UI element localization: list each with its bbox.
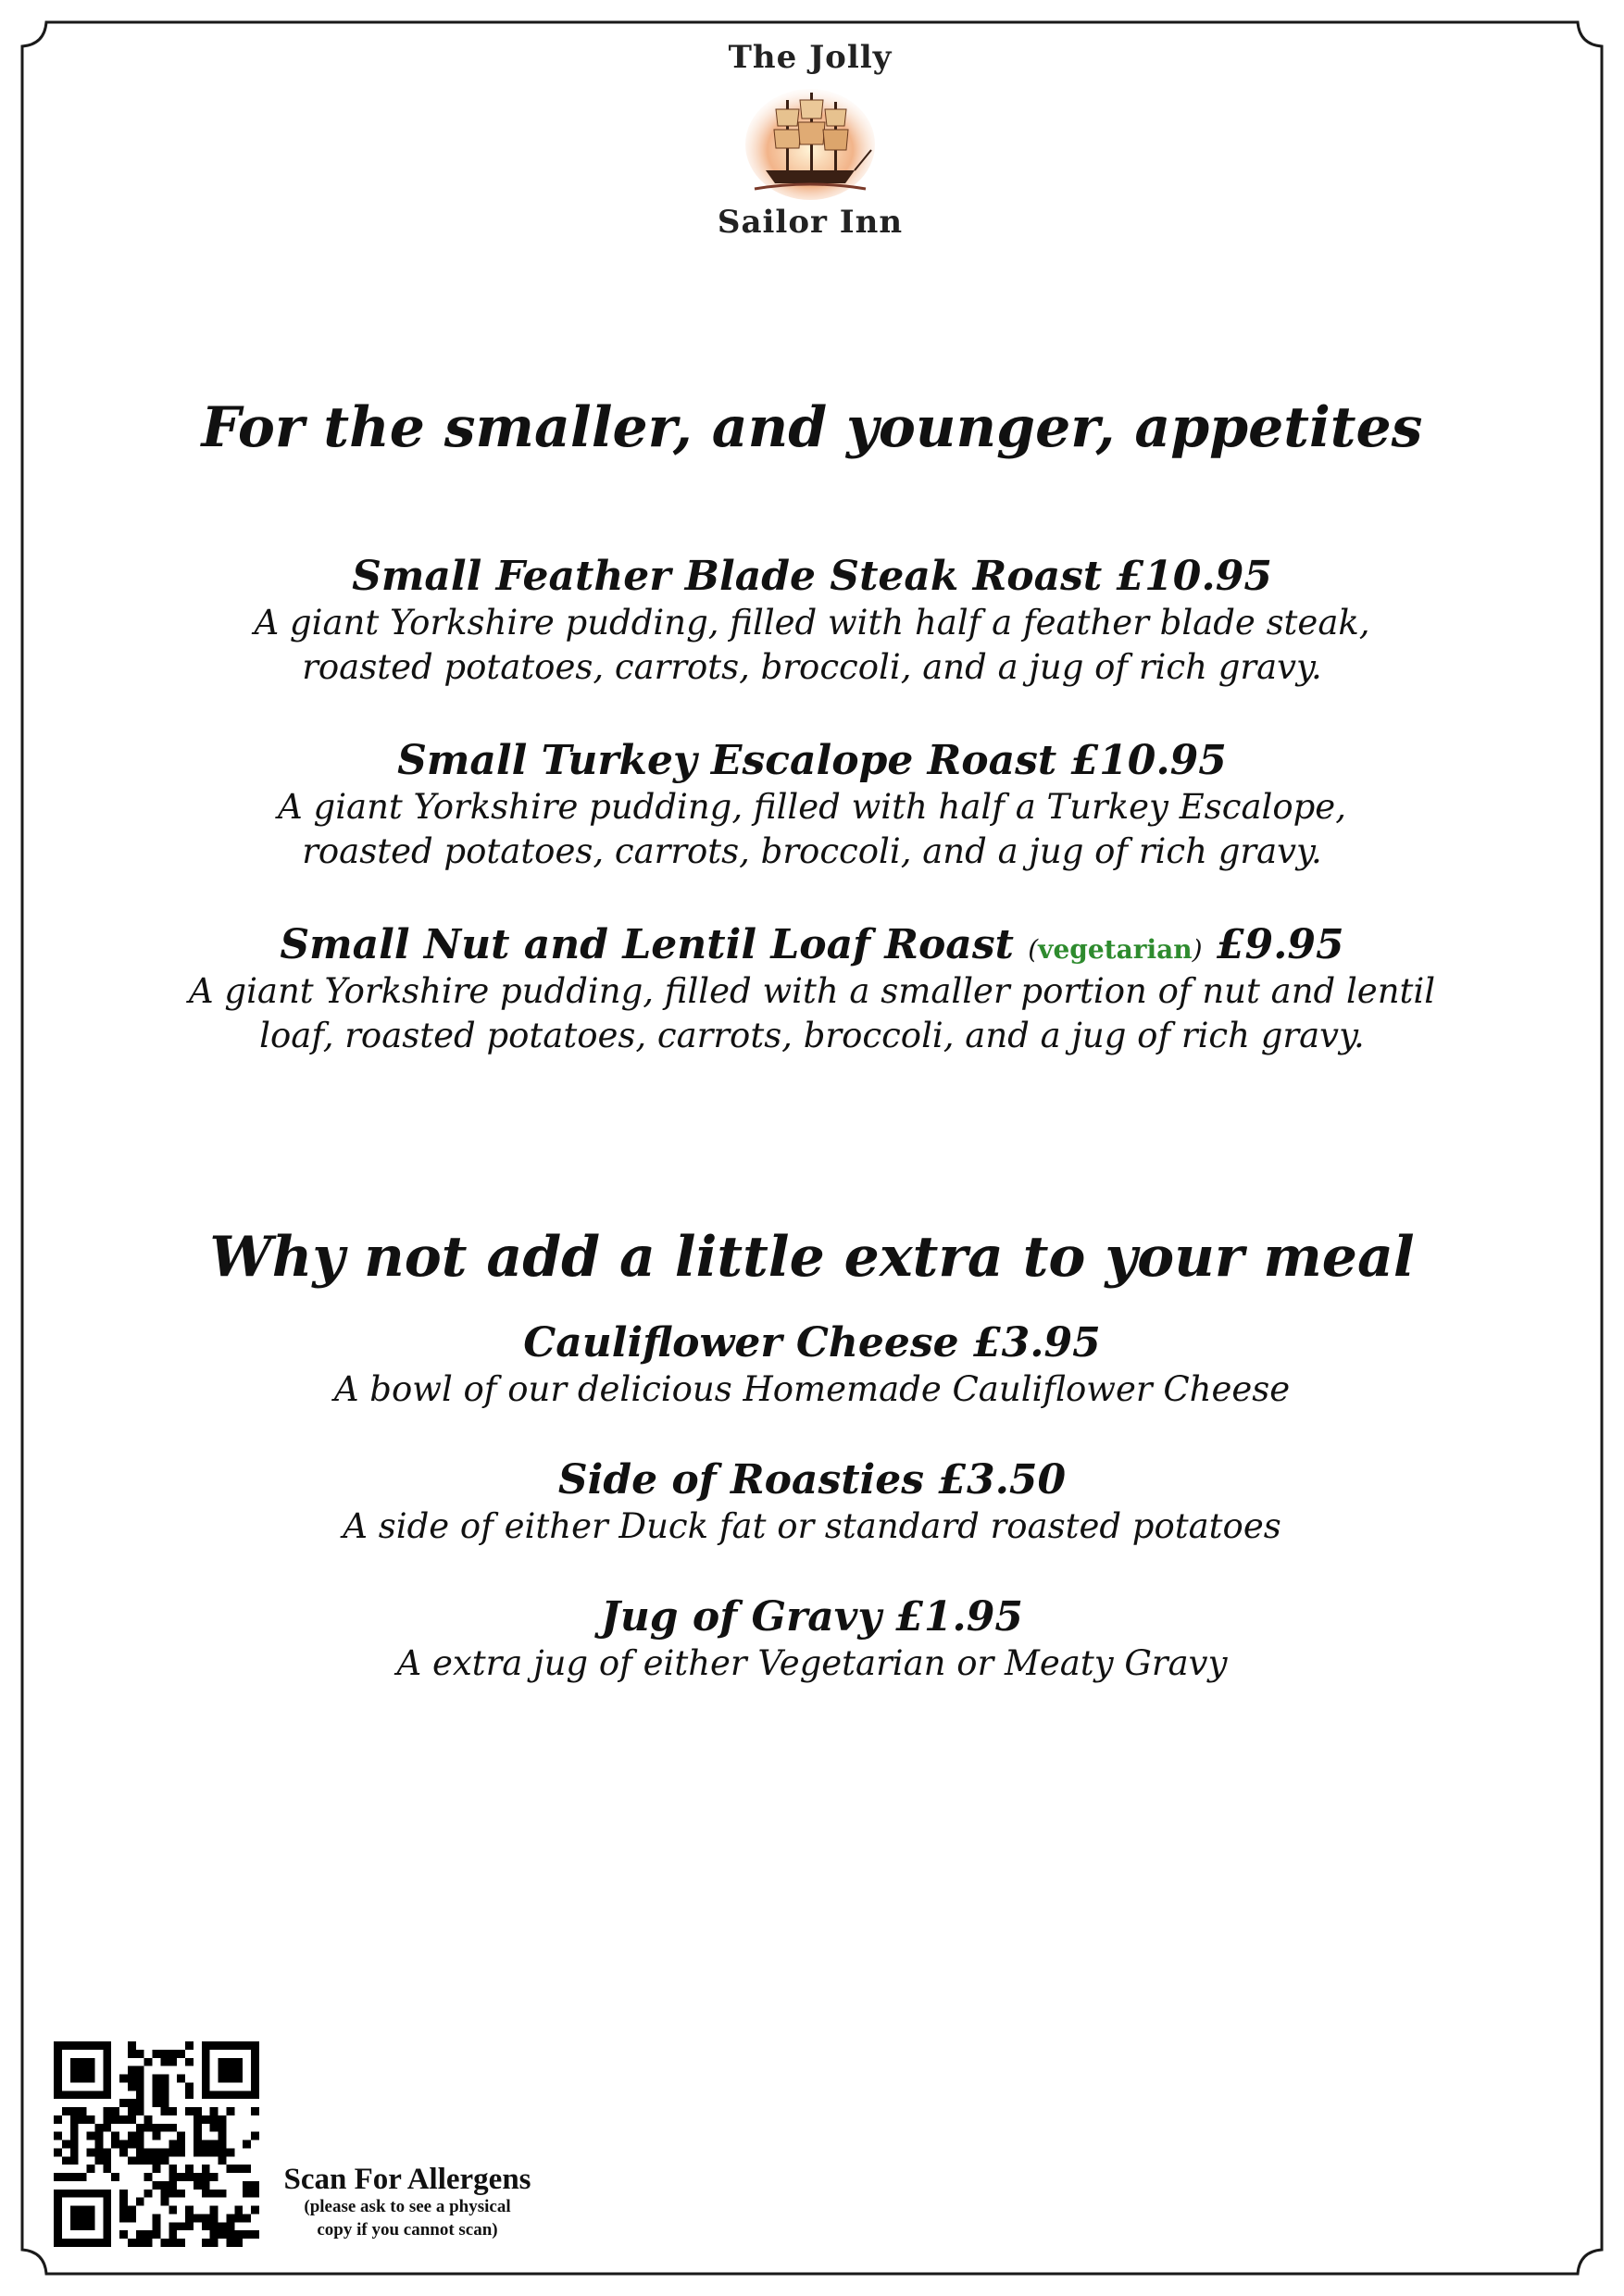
menu-item-cauliflower-cheese <box>37 1320 1587 1412</box>
menu-item-turkey-escalope <box>37 738 1587 874</box>
item-desc-line: A bowl of our delicious Homemade Cauliflower Cheese <box>333 1368 1291 1409</box>
allergen-info <box>264 2163 551 2242</box>
item-price: £9.95 <box>1202 921 1344 968</box>
allergen-note-line: (please ask to see a physical <box>304 2197 511 2217</box>
item-title: Small Turkey Escalope Roast £10.95 <box>397 737 1227 784</box>
menu-item-roasties <box>37 1457 1587 1549</box>
ship-icon <box>745 81 875 202</box>
tag-close: ) <box>1192 934 1203 965</box>
vegetarian-tag <box>1028 934 1202 965</box>
item-desc-line: A extra jug of either Vegetarian or Meaty Gravy <box>396 1642 1228 1683</box>
item-desc-line: roasted potatoes, carrots, broccoli, and a jug of rich gravy. <box>302 646 1322 687</box>
logo-top-text: The Jolly <box>728 39 893 76</box>
item-title-text: Small Nut and Lentil Loaf Roast <box>280 921 1029 968</box>
menu-item-feather-blade <box>37 554 1587 690</box>
item-title: Small Feather Blade Steak Roast £10.95 <box>352 553 1272 600</box>
section-heading-smaller-appetites: For the smaller, and younger, appetites <box>201 395 1423 460</box>
logo-bottom-text: Sailor Inn <box>717 204 904 241</box>
extras-section <box>37 1226 1587 1290</box>
allergen-note-line: copy if you cannot scan) <box>317 2219 498 2240</box>
vegetarian-label: vegetarian <box>1038 934 1193 965</box>
menu-item-nut-lentil <box>37 922 1587 1058</box>
item-title: Jug of Gravy £1.95 <box>601 1593 1023 1641</box>
menu-item-gravy <box>37 1594 1587 1686</box>
item-desc-line: A giant Yorkshire pudding, filled with half a feather blade steak, <box>254 602 1370 643</box>
item-title: Side of Roasties £3.50 <box>557 1456 1067 1504</box>
item-desc-line: loaf, roasted potatoes, carrots, broccoli, and a jug of rich gravy. <box>259 1015 1365 1055</box>
item-title: Cauliflower Cheese £3.95 <box>523 1319 1101 1366</box>
scan-for-allergens-label: Scan For Allergens <box>283 2163 531 2196</box>
border-svg <box>20 20 1604 2276</box>
page-border <box>20 20 1604 2276</box>
item-desc-line: roasted potatoes, carrots, broccoli, and a jug of rich gravy. <box>302 830 1322 871</box>
inn-logo <box>713 39 907 250</box>
item-title <box>37 922 1587 969</box>
item-desc-line: A giant Yorkshire pudding, filled with half a Turkey Escalope, <box>278 786 1346 827</box>
section-heading-extras: Why not add a little extra to your meal <box>209 1225 1415 1290</box>
kids-section <box>37 396 1587 460</box>
item-desc-line: A giant Yorkshire pudding, filled with a smaller portion of nut and lentil <box>188 970 1436 1011</box>
item-desc-line: A side of either Duck fat or standard roasted potatoes <box>343 1505 1281 1546</box>
tag-open: ( <box>1028 934 1039 965</box>
allergen-qr-code[interactable] <box>54 2041 259 2247</box>
